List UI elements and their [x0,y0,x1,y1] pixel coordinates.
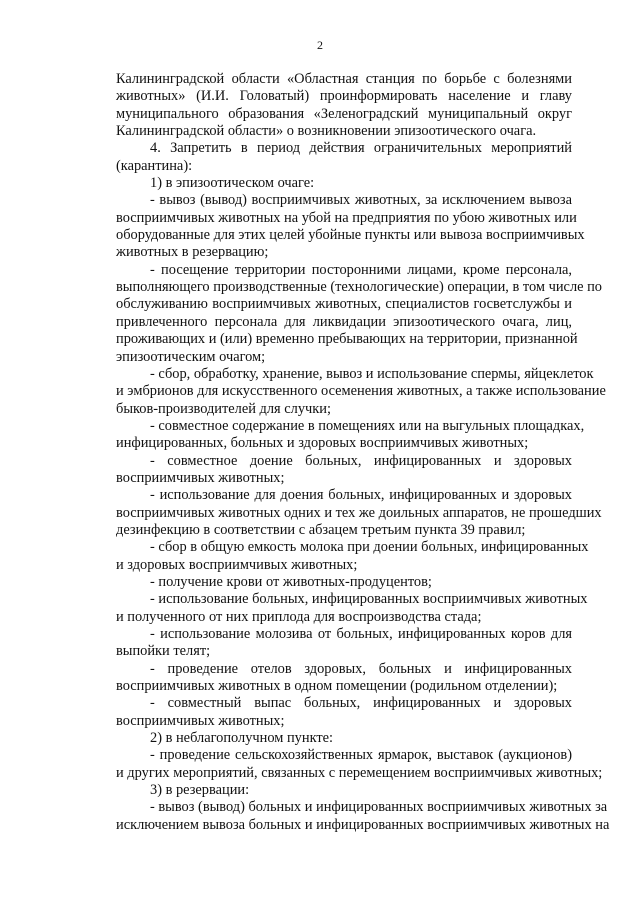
text-line: быков-производителей для случки; [116,400,331,417]
text-line: животных» (И.И. Головатый) проинформировать население и главу [116,88,572,105]
text-line: Калининградской области» о возникновении эпизоотического очага. [116,123,537,140]
text-line: 2) в неблагополучном пункте: [150,730,334,747]
text-line: восприимчивых животных; [116,469,285,486]
text-line: - вывоз (вывод) восприимчивых животных, за исключением вывоза [150,192,572,209]
text-line: восприимчивых животных; [116,712,285,729]
text-line: - проведение отелов здоровых, больных и инфицированных [150,660,572,677]
text-line: восприимчивых животных в одном помещении (родильном отделении); [116,678,558,695]
text-line: - получение крови от животных-продуцентов; [150,573,432,590]
text-line: - сбор, обработку, хранение, вывоз и использование спермы, яйцеклеток [150,365,594,382]
text-line: - совместное доение больных, инфицированных и здоровых [150,452,572,469]
text-line: выполняющего производственные (технологические) операции, в том числе по [116,279,603,296]
text-line: - посещение территории посторонними лицами, кроме персонала, [150,261,572,278]
text-line: 4. Запретить в период действия ограничительных мероприятий [150,140,572,157]
text-line: и полученного от них приплода для воспроизводства стада; [116,608,482,625]
text-line: исключением вывоза больных и инфицированных восприимчивых животных на [116,816,610,833]
text-line: восприимчивых животных на убой на предприятия по убою животных или [116,209,577,226]
text-line: - совместный выпас больных, инфицированных и здоровых [150,695,572,712]
text-line: - совместное содержание в помещениях или на выгульных площадках, [150,417,585,434]
text-line: и других мероприятий, связанных с перемещением восприимчивых животных; [116,764,603,781]
text-line: животных в резервацию; [116,244,269,261]
text-line: и эмбрионов для искусственного осеменения животных, а также использование [116,383,606,400]
text-line: муниципального образования «Зеленоградский муниципальный округ [116,105,572,122]
text-line: 1) в эпизоотическом очаге: [150,175,315,192]
text-line: и здоровых восприимчивых животных; [116,556,358,573]
text-line: - использование больных, инфицированных восприимчивых животных [150,591,588,608]
text-line: обслуживанию восприимчивых животных, специалистов госветслужбы и [116,296,572,313]
text-line: оборудованные для этих целей убойные пункты или вывоза восприимчивых [116,227,585,244]
page-number: 2 [317,38,323,52]
text-line: - использование для доения больных, инфицированных и здоровых [150,487,572,504]
text-line: выпойки телят; [116,643,211,660]
text-line: - использование молозива от больных, инфицированных коров для [150,626,572,642]
text-line: восприимчивых животных одних и тех же доильных аппаратов, не прошедших [116,504,602,521]
document-body [116,71,610,834]
text-line: - проведение сельскохозяйственных ярмарок, выставок (аукционов) [150,747,572,764]
text-line: - сбор в общую емкость молока при доении больных, инфицированных [150,539,589,556]
text-line: эпизоотическим очагом; [116,348,266,365]
text-line: Калининградской области «Областная станция по борьбе с болезнями [116,71,572,87]
text-line: инфицированных, больных и здоровых восприимчивых животных; [116,435,529,452]
text-line: привлеченного персонала для ликвидации эпизоотического очага, лиц, [116,313,572,330]
text-line: 3) в резервации: [150,782,250,799]
text-line: (карантина): [116,157,193,174]
text-line: дезинфекцию в соответствии с абзацем третьим пункта 39 правил; [116,521,526,538]
text-line: - вывоз (вывод) больных и инфицированных восприимчивых животных за [150,799,608,816]
text-line: проживающих и (или) временно пребывающих на территории, признанной [116,331,578,348]
